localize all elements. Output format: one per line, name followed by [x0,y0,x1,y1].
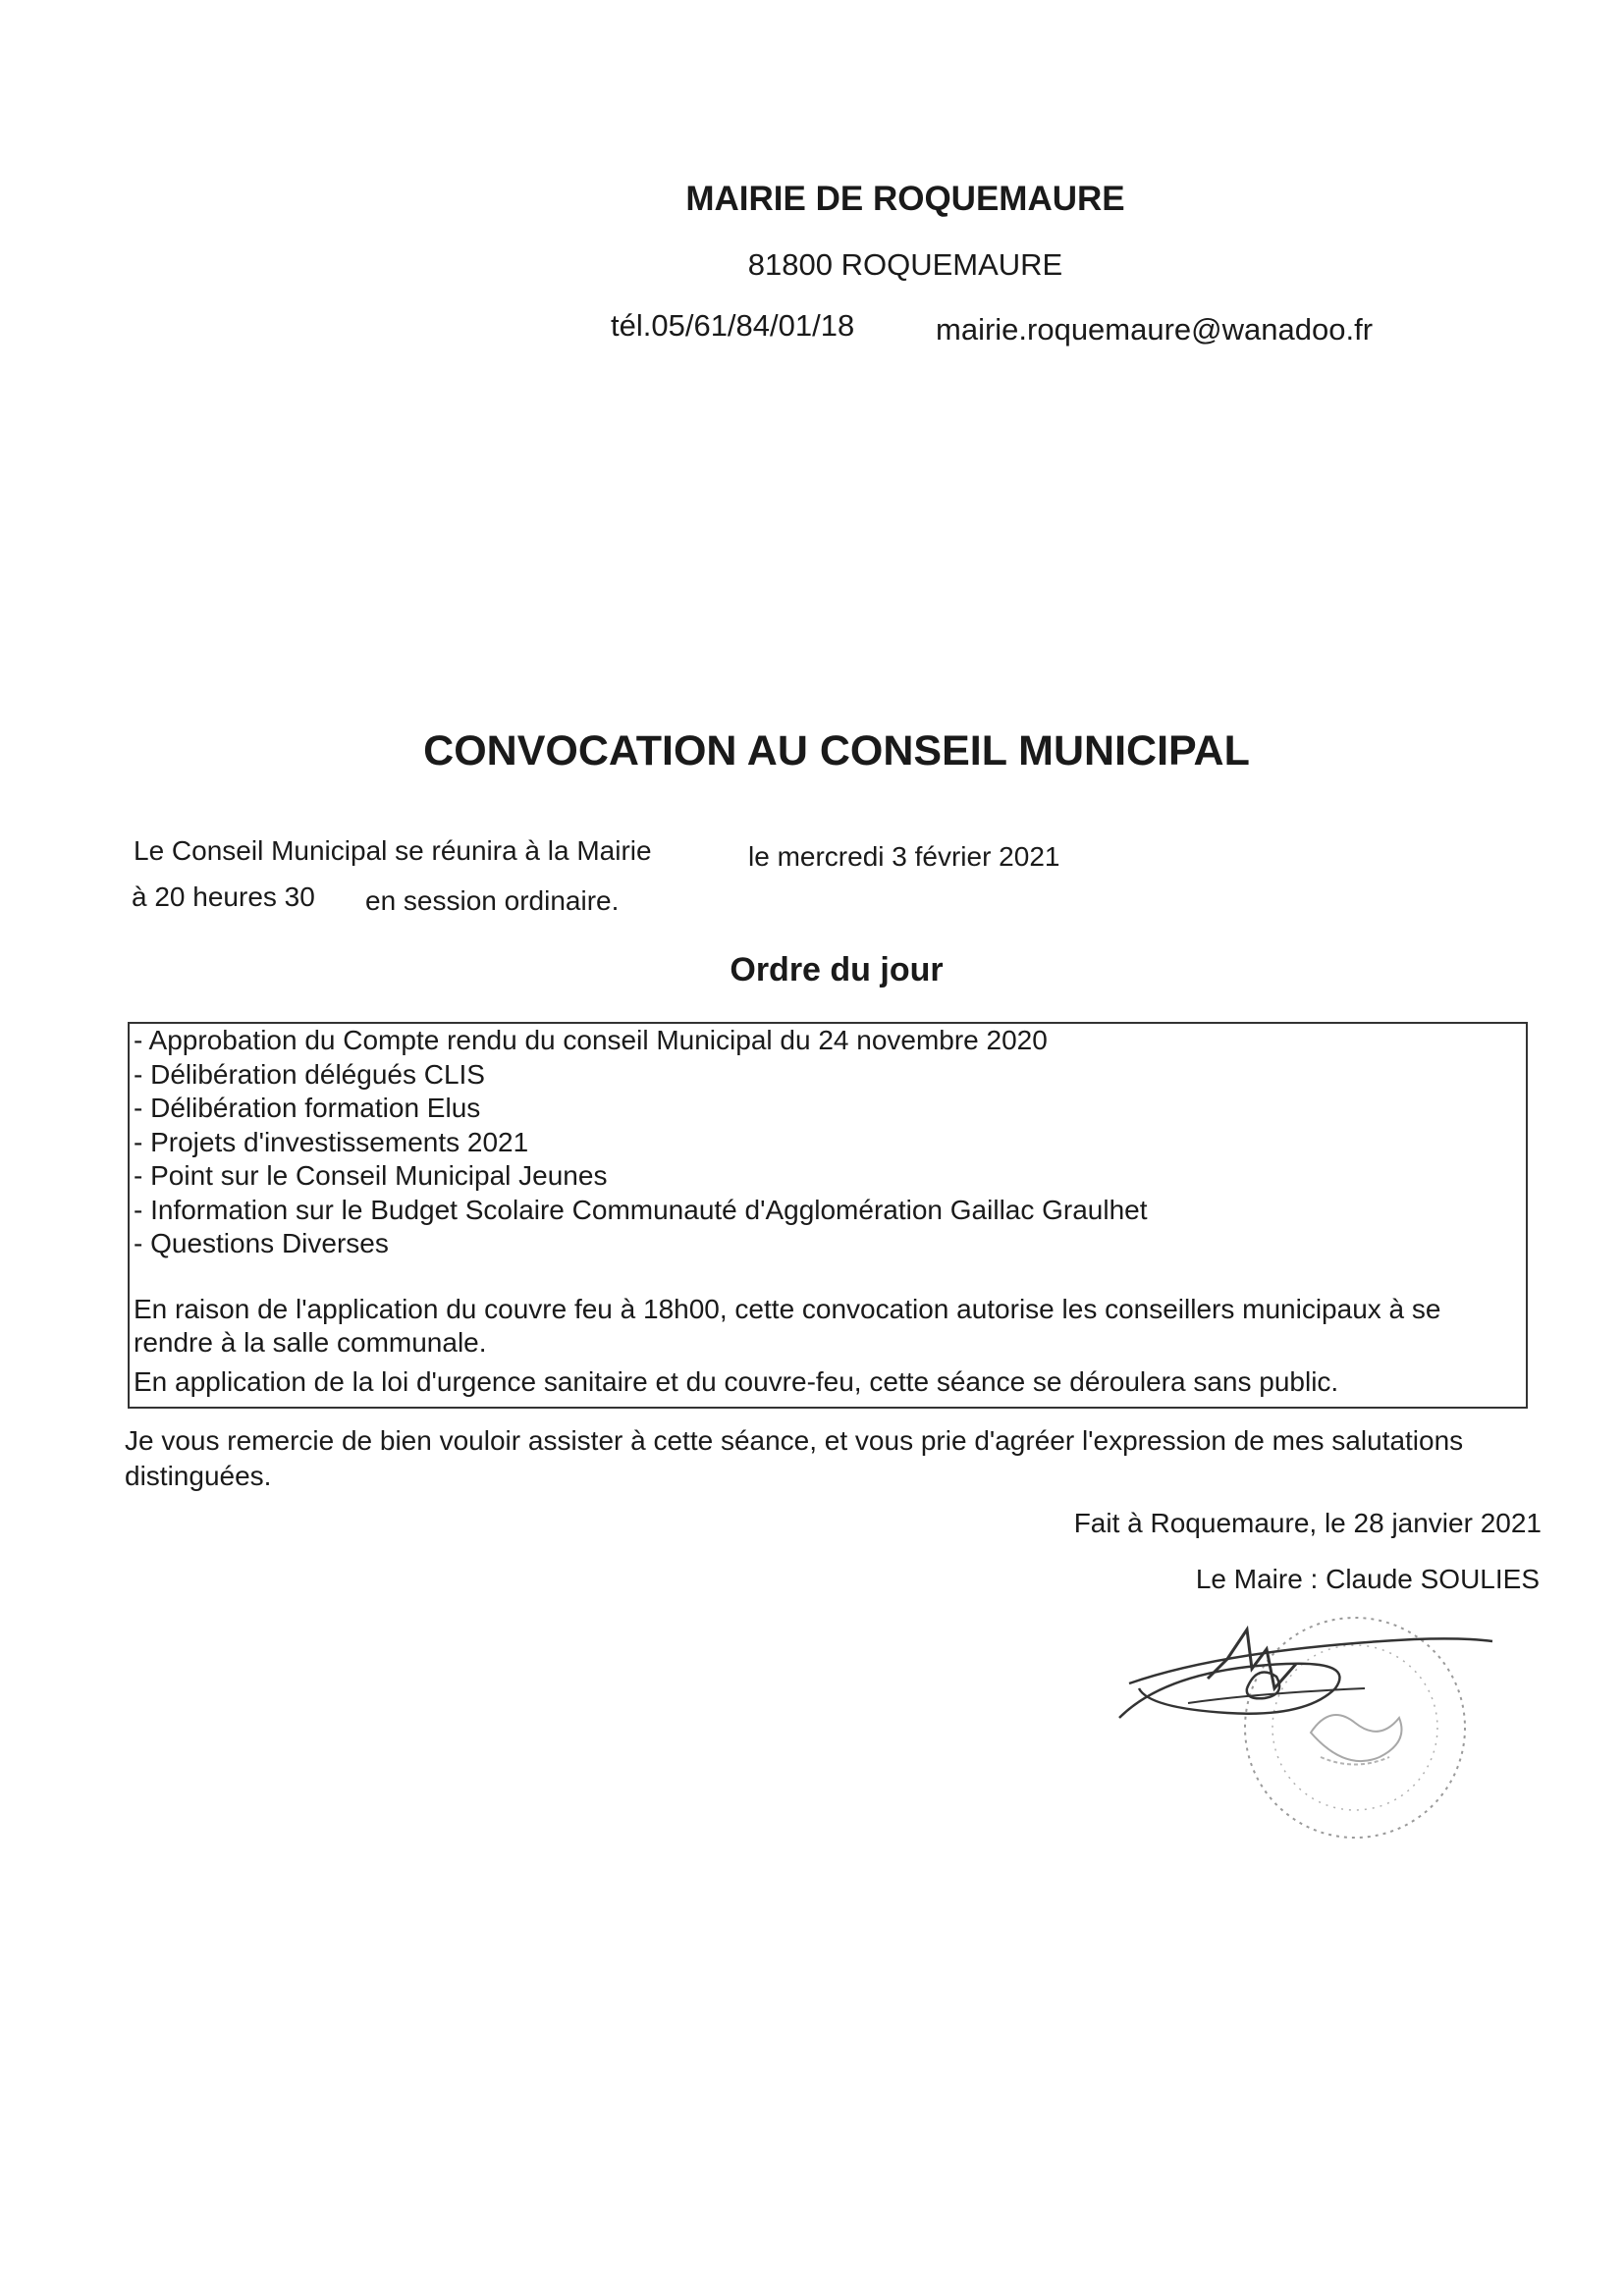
document-title: CONVOCATION AU CONSEIL MUNICIPAL [423,727,1250,774]
meeting-time: à 20 heures 30 [132,881,315,912]
curfew-note-line1: En raison de l'application du couvre feu à 18h00, cette convocation autorise les conseillers municipaux à se [134,1294,1441,1324]
mairie-name: MAIRIE DE ROQUEMAURE [685,180,1125,218]
signature-stamp-icon [1110,1610,1502,1865]
signatory: Le Maire : Claude SOULIES [1195,1564,1540,1594]
agenda-item: - Approbation du Compte rendu du conseil Municipal du 24 novembre 2020 [134,1025,1048,1055]
meeting-place: Le Conseil Municipal se réunira à la Mairie [134,835,652,866]
meeting-session: en session ordinaire. [365,885,620,916]
public-note: En application de la loi d'urgence sanitaire et du couvre-feu, cette séance se déroulera sans public. [134,1366,1339,1397]
agenda-item: - Questions Diverses [134,1228,389,1258]
mairie-phone: tél.05/61/84/01/18 [611,308,855,343]
closing-paragraph: Je vous remercie de bien vouloir assister à cette séance, et vous prie d'agréer l'expression de mes salutations distinguées. [125,1425,1464,1491]
curfew-note-line2: rendre à la salle communale. [134,1327,487,1358]
mairie-address: 81800 ROQUEMAURE [747,247,1063,282]
agenda-list [134,1024,1148,1261]
agenda-item: - Projets d'investissements 2021 [134,1126,529,1157]
meeting-date: le mercredi 3 février 2021 [748,841,1060,872]
agenda-item: - Information sur le Budget Scolaire Communauté d'Agglomération Gaillac Graulhet [134,1194,1148,1225]
signature-and-seal [1110,1610,1502,1870]
mairie-email: mairie.roquemaure@wanadoo.fr [936,312,1374,347]
agenda-item: - Délibération formation Elus [134,1093,481,1123]
place-and-date: Fait à Roquemaure, le 28 janvier 2021 [1073,1508,1542,1538]
agenda-title: Ordre du jour [730,951,944,988]
agenda-item: - Délibération délégués CLIS [134,1058,485,1090]
agenda-box [128,1022,1528,1409]
agenda-item: - Point sur le Conseil Municipal Jeunes [134,1160,608,1191]
